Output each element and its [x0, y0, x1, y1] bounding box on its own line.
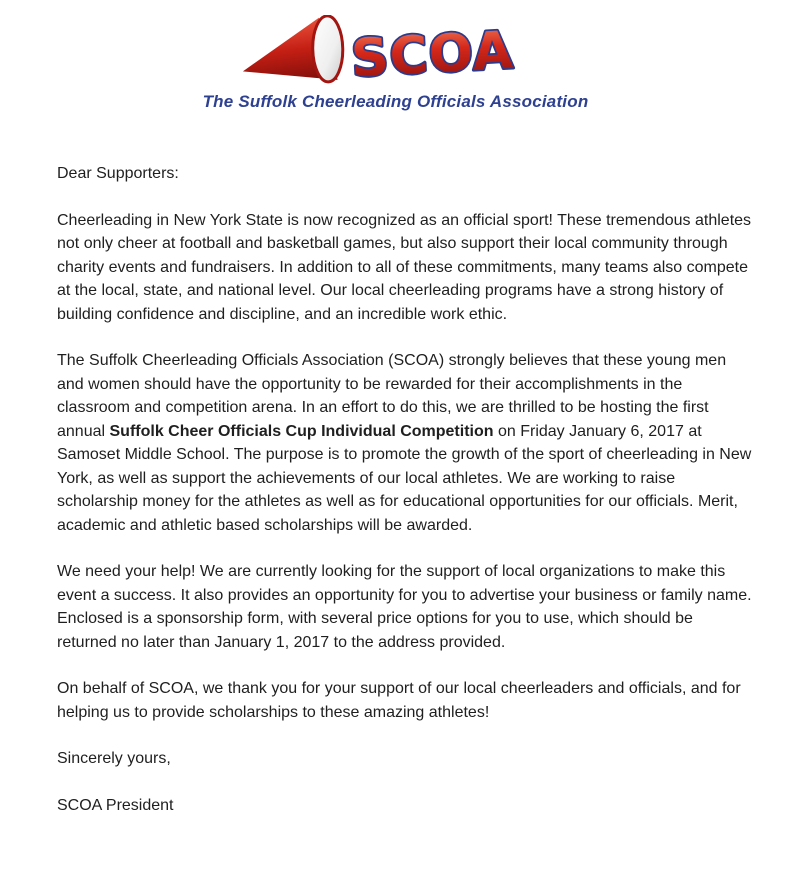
logo-acronym: SCOA [349, 20, 515, 89]
paragraph-text: on Friday January 6, 2017 at Samoset Middle School. The purpose is to promote the growth of the sport of cheerleading in New York, as well as support the achievements of our local athletes. We are working to raise scholarship money for the athletes as well as for educational opportunities for our officials. Merit, academic and athletic based scholarships will be awarded. [57, 422, 752, 534]
letter-body [0, 162, 791, 817]
megaphone-icon [235, 15, 353, 91]
paragraph-event [57, 349, 753, 537]
paragraph-intro [57, 209, 753, 327]
logo-row [0, 14, 791, 90]
logo-acronym-graphic [347, 15, 557, 89]
paragraph-text: We need your help! We are currently looking for the support of local organizations to make this event a success. It also provides an opportunity for you to advertise your business or family name. Enclosed is a sponsorship form, with several price options for you to use, which should be returned no later than January 1, 2017 to the address provided. [57, 563, 752, 651]
event-name-bold: Suffolk Cheer Officials Cup Individual Competition [109, 422, 494, 440]
paragraph-help-request [57, 560, 753, 654]
scoa-logo [0, 14, 791, 112]
paragraph-text: The Suffolk Cheerleading Officials Association (SCOA) strongly believes that these young men and women should have the opportunity to be rewarded for their accomplishments in the classroom and competition arena. In an effort to do this, we are thrilled to be hosting the first annual [57, 352, 727, 440]
paragraph-text: Cheerleading in New York State is now recognized as an official sport! These tremendous athletes not only cheer at football and basketball games, but also support their local community through charity events and fundraisers. In addition to all of these commitments, many teams also compete at the local, state, and national level. Our local cheerleading programs have a strong history of building confidence and discipline, and an incredible work ethic. [57, 211, 752, 323]
paragraph-thanks [57, 677, 753, 724]
salutation: Dear Supporters: [57, 165, 179, 182]
closing: Sincerely yours, [57, 750, 171, 767]
logo-tagline: The Suffolk Cheerleading Officials Association [202, 92, 589, 111]
signature-title: SCOA President [57, 796, 174, 814]
paragraph-text: On behalf of SCOA, we thank you for your support of our local cheerleaders and officials, and for helping us to provide scholarships to these amazing athletes! [57, 680, 741, 721]
